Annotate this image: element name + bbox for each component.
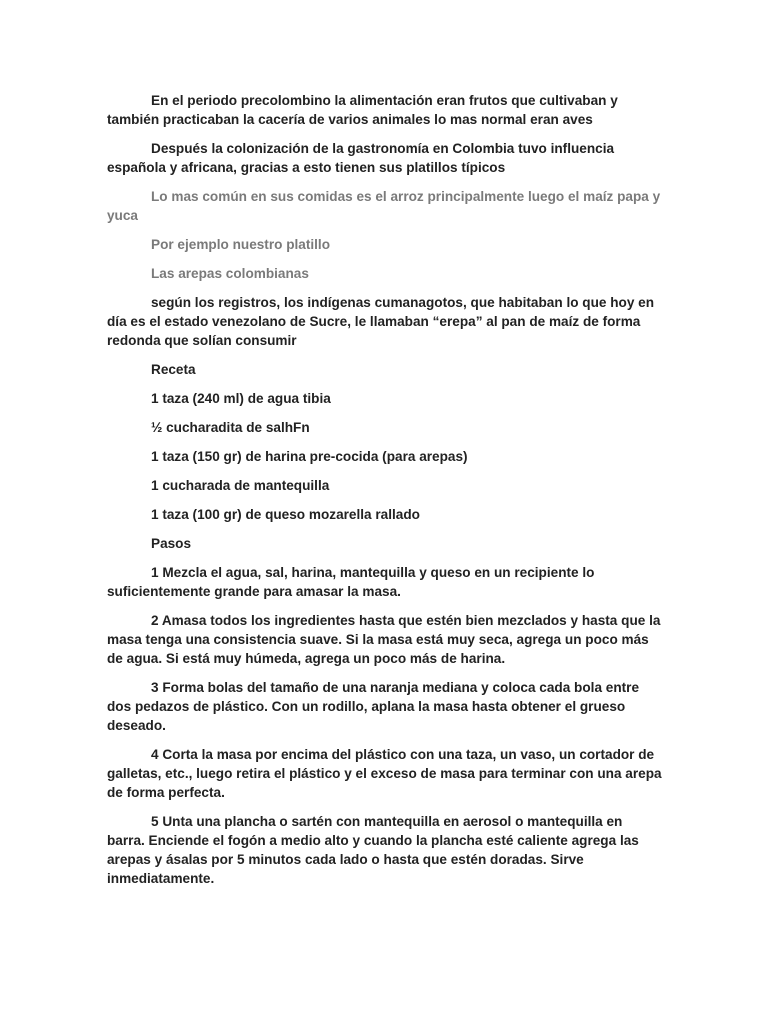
paragraph-comidas-comunes: Lo mas común en sus comidas es el arroz principalmente luego el maíz papa y yuca [107, 189, 661, 223]
ingredient-agua: 1 taza (240 ml) de agua tibia [151, 391, 331, 406]
heading-pasos: Pasos [151, 536, 192, 551]
step-2: 2 Amasa todos los ingredientes hasta que estén bien mezclados y hasta que la masa tenga una consistencia suave. Si la masa está muy seca, agrega un poco más de agua. Si está muy húmeda, agrega un poco más de harina. [107, 613, 661, 666]
paragraph-ejemplo-platillo: Por ejemplo nuestro platillo [151, 237, 331, 252]
step-4: 4 Corta la masa por encima del plástico con una taza, un vaso, un cortador de galletas, etc., luego retira el plástico y el exceso de masa para terminar con una arepa de forma perfecta. [107, 747, 662, 800]
document-body [107, 91, 663, 898]
step-3: 3 Forma bolas del tamaño de una naranja mediana y coloca cada bola entre dos pedazos de plástico. Con un rodillo, aplana la masa hasta obtener el grueso deseado. [107, 680, 640, 733]
paragraph-precolombino: En el periodo precolombino la alimentación eran frutos que cultivaban y también practicaban la cacería de varios animales lo mas normal eran aves [107, 93, 618, 127]
paragraph-arepas-colombianas: Las arepas colombianas [151, 266, 309, 281]
ingredient-mantequilla: 1 cucharada de mantequilla [151, 478, 330, 493]
step-1: 1 Mezcla el agua, sal, harina, mantequilla y queso en un recipiente lo suficientemente grande para amasar la masa. [107, 565, 595, 599]
step-5: 5 Unta una plancha o sartén con mantequilla en aerosol o mantequilla en barra. Enciende el fogón a medio alto y cuando la plancha esté caliente agrega las arepas y ásalas por 5 minutos cada lado o hasta que estén doradas. Sirve inmediatamente. [107, 814, 639, 886]
ingredient-sal: ½ cucharadita de salhFn [151, 420, 310, 435]
ingredient-queso: 1 taza (100 gr) de queso mozarella rallado [151, 507, 420, 522]
heading-receta: Receta [151, 362, 196, 377]
paragraph-colonizacion: Después la colonización de la gastronomía en Colombia tuvo influencia española y africana, gracias a esto tienen sus platillos típicos [107, 141, 615, 175]
paragraph-registros-cumanagotos: según los registros, los indígenas cumanagotos, que habitaban lo que hoy en día es el estado venezolano de Sucre, le llamaban “erepa” al pan de maíz de forma redonda que solían consumir [107, 295, 655, 348]
ingredient-harina: 1 taza (150 gr) de harina pre-cocida (para arepas) [151, 449, 468, 464]
